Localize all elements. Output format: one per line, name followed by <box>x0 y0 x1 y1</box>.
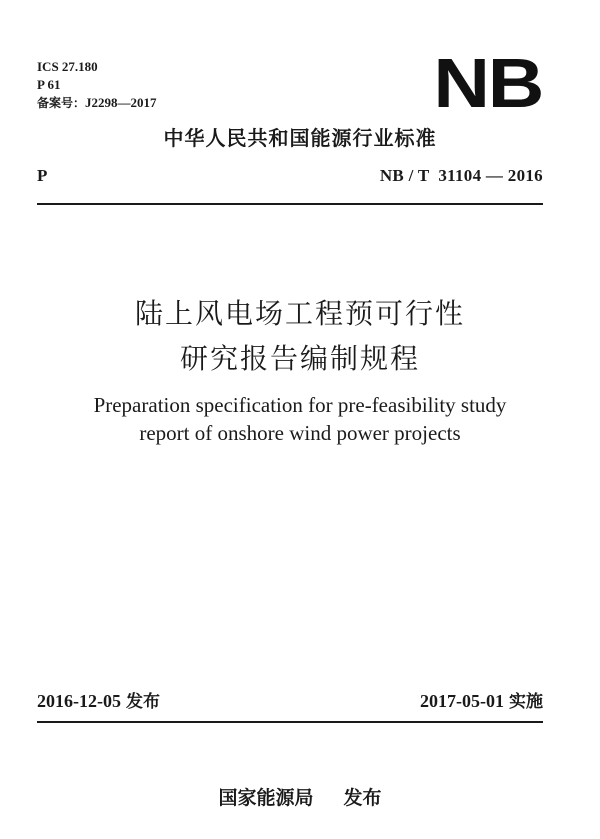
ccs-code: P 61 <box>37 77 61 92</box>
title-en-line1: Preparation specification for pre-feasibility study <box>93 393 507 417</box>
release-date <box>37 687 160 712</box>
issuing-organization-title: 中华人民共和国能源行业标准 <box>163 126 437 150</box>
implementation-label: 实施 <box>509 692 543 712</box>
issuer <box>0 783 600 810</box>
issuer-name: 国家能源局 <box>218 787 314 809</box>
filing-record <box>37 94 157 112</box>
title-cn-line2: 研究报告编制规程 <box>179 342 420 375</box>
filing-number: J2298—2017 <box>85 95 157 110</box>
ics-code: ICS 27.180 <box>37 59 98 74</box>
filing-label: 备案号： <box>37 96 86 110</box>
title-cn-line1: 陆上风电场工程预可行性 <box>134 297 465 330</box>
implementation-date-value: 2017-05-01 <box>420 691 504 711</box>
top-divider <box>37 203 543 205</box>
implementation-date <box>420 687 543 712</box>
issuer-label: 发布 <box>343 787 382 809</box>
bottom-divider <box>37 721 543 723</box>
standard-number: NB / T 31104 — 2016 <box>379 166 543 185</box>
title-en-line2: report of onshore wind power projects <box>139 421 461 445</box>
release-date-value: 2016-12-05 <box>37 691 121 711</box>
classification-code: P <box>37 166 48 185</box>
nb-logo: NB <box>433 44 542 122</box>
release-label: 发布 <box>126 692 160 712</box>
